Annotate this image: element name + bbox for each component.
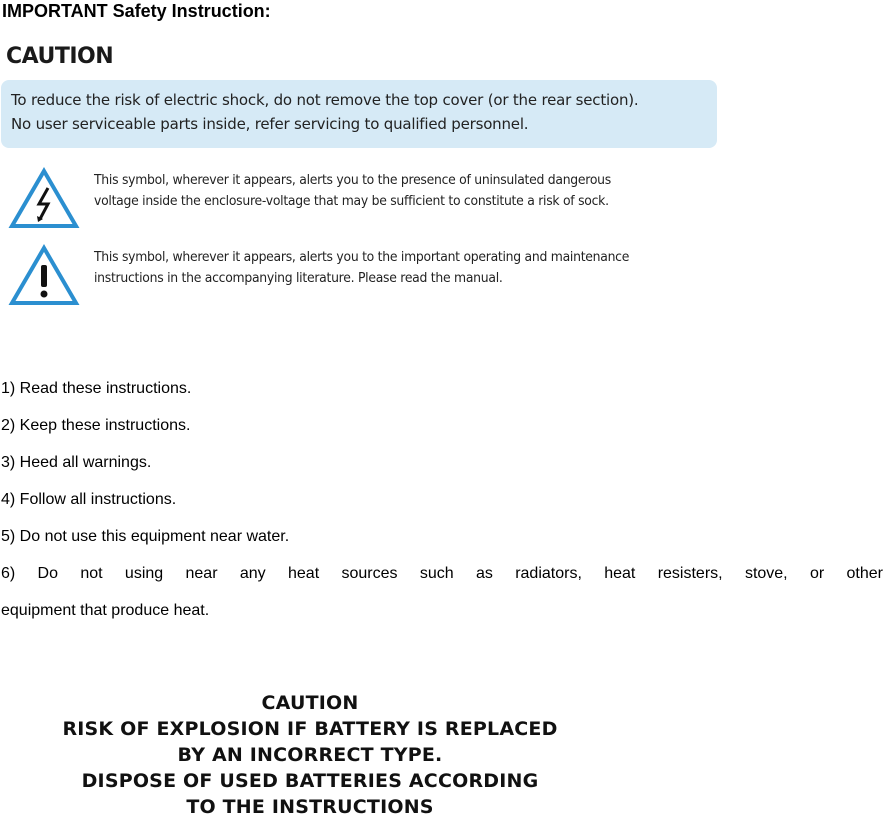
symbol-row-voltage bbox=[8, 166, 728, 230]
lightning-warning-icon bbox=[8, 166, 80, 232]
symbol-line: This symbol, wherever it appears, alerts you to the important operating and maintenance bbox=[94, 249, 630, 265]
symbol-line: This symbol, wherever it appears, alerts you to the presence of uninsulated dangerous bbox=[94, 172, 611, 188]
symbol-description bbox=[94, 170, 683, 212]
instruction-list bbox=[1, 370, 883, 629]
caution-line: No user serviceable parts inside, refer servicing to qualified personnel. bbox=[11, 115, 529, 133]
symbol-line: instructions in the accompanying literature. Please read the manual. bbox=[94, 270, 503, 286]
battery-caution-title: CAUTION bbox=[261, 692, 359, 714]
list-item: 6) Do not using near any heat sources such as radiators, heat resisters, stove, or other bbox=[1, 565, 883, 582]
list-item: 4) Follow all instructions. bbox=[1, 491, 177, 508]
battery-caution-label bbox=[10, 690, 610, 820]
symbol-description bbox=[94, 247, 683, 289]
list-item-continuation: equipment that produce heat. bbox=[1, 602, 210, 619]
caution-title: CAUTION bbox=[6, 44, 114, 69]
battery-caution-line: RISK OF EXPLOSION IF BATTERY IS REPLACED bbox=[62, 718, 558, 740]
battery-caution-line: BY AN INCORRECT TYPE. bbox=[177, 744, 443, 766]
battery-caution-line: TO THE INSTRUCTIONS bbox=[186, 796, 434, 818]
list-item: 2) Keep these instructions. bbox=[1, 417, 191, 434]
list-item: 3) Heed all warnings. bbox=[1, 454, 152, 471]
list-item: 5) Do not use this equipment near water. bbox=[1, 528, 290, 545]
list-item: 1) Read these instructions. bbox=[1, 380, 192, 397]
caution-line: To reduce the risk of electric shock, do not remove the top cover (or the rear section). bbox=[11, 91, 639, 109]
symbol-line: voltage inside the enclosure-voltage that may be sufficient to constitute a risk of sock. bbox=[94, 193, 609, 209]
page-title: IMPORTANT Safety Instruction: bbox=[2, 1, 271, 21]
caution-box bbox=[1, 80, 717, 148]
symbol-row-instructions bbox=[8, 243, 728, 307]
exclamation-warning-icon bbox=[8, 243, 80, 309]
battery-caution-line: DISPOSE OF USED BATTERIES ACCORDING bbox=[81, 770, 539, 792]
